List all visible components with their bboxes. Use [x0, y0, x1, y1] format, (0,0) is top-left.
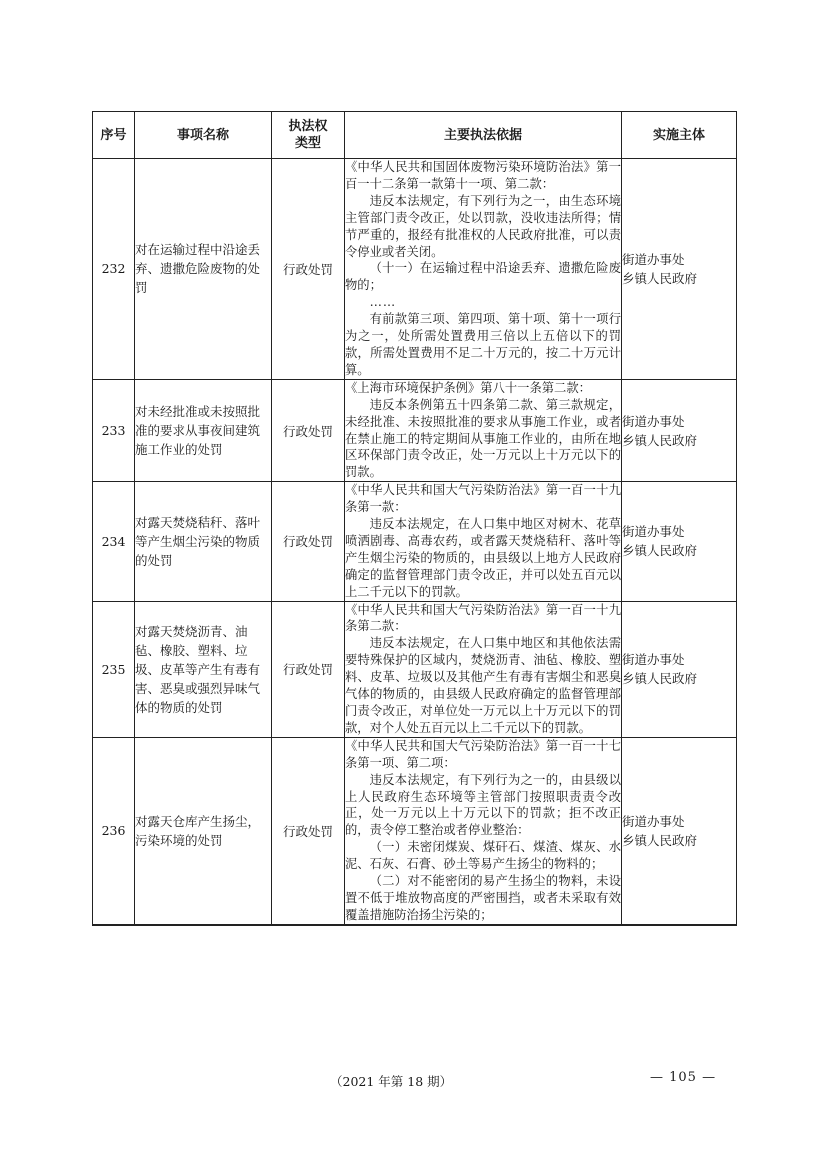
row-legal-basis [345, 737, 622, 924]
row-enforcement-type: 行政处罚 [272, 379, 345, 481]
basis-paragraph: （一）未密闭煤炭、煤矸石、煤渣、煤灰、水泥、石灰、石膏、砂土等易产生扬尘的物料的； [345, 840, 621, 872]
issue-label: （2021 年第 18 期） [330, 1074, 453, 1089]
header-basis: 主要执法依据 [345, 112, 622, 159]
basis-paragraph: （二）对不能密闭的易产生扬尘的物料，未设置不低于堆放物高度的严密围挡，或者未采取有效覆盖措施防治扬尘污染的； [345, 874, 621, 922]
basis-paragraph: 违反本法规定，有下列行为之一，由生态环境主管部门责令改正，处以罚款，没收违法所得；情节严重的，报经有批准权的人民政府批准，可以责令停业或者关闭。 [345, 193, 621, 259]
basis-paragraph: 《中华人民共和国固体废物污染环境防治法》第一百一十二条第一款第十一项、第二款： [345, 160, 621, 191]
table-row [93, 482, 737, 601]
row-implementing-body [622, 482, 737, 601]
header-entity: 实施主体 [622, 112, 737, 159]
table-row [93, 737, 737, 924]
row-implementing-body [622, 159, 737, 380]
implementing-body-line: 街道办事处 [622, 251, 685, 267]
row-implementing-body [622, 379, 737, 481]
row-seq: 236 [93, 737, 135, 924]
row-enforcement-type: 行政处罚 [272, 482, 345, 601]
table-body [93, 159, 737, 925]
implementing-body-line: 街道办事处 [622, 413, 685, 429]
enforcement-table [92, 111, 737, 926]
implementing-body-line: 乡镇人民政府 [622, 432, 698, 448]
row-legal-basis [345, 482, 622, 601]
row-seq: 232 [93, 159, 135, 380]
basis-paragraph: 违反本法规定，有下列行为之一的，由县级以上人民政府生态环境等主管部门按照职责责令改正，处一万元以上十万元以下的罚款；拒不改正的，责令停工整治或者停业整治： [345, 772, 621, 838]
table-row [93, 159, 737, 380]
row-item-name: 对未经批准或未按照批准的要求从事夜间建筑施工作业的处罚 [135, 379, 272, 481]
row-item-name: 对露天仓库产生扬尘，污染环境的处罚 [135, 737, 272, 924]
row-implementing-body [622, 737, 737, 924]
implementing-body-line: 乡镇人民政府 [622, 832, 698, 848]
row-enforcement-type: 行政处罚 [272, 737, 345, 924]
basis-paragraph: 违反本法规定，在人口集中地区对树木、花草喷洒剧毒、高毒农药，或者露天焚烧秸秆、落叶等产生烟尘污染的物质的，由县级以上地方人民政府确定的监督管理部门责令改正，并可以处五百元以上二千元以下的罚款。 [345, 517, 621, 599]
implementing-body-line: 乡镇人民政府 [622, 671, 698, 687]
row-item-name: 对露天焚烧秸秆、落叶等产生烟尘污染的物质的处罚 [135, 482, 272, 601]
row-legal-basis [345, 379, 622, 481]
basis-paragraph: 《中华人民共和国大气污染防治法》第一百一十九条第一款： [345, 483, 621, 515]
table-row [93, 379, 737, 481]
row-item-name: 对在运输过程中沿途丢弃、遗撒危险废物的处罚 [135, 159, 272, 380]
header-name: 事项名称 [135, 112, 272, 159]
row-enforcement-type: 行政处罚 [272, 159, 345, 380]
row-enforcement-type: 行政处罚 [272, 601, 345, 737]
table-row [93, 601, 737, 737]
implementing-body-line: 乡镇人民政府 [622, 270, 698, 286]
basis-paragraph: 违反本法规定，在人口集中地区和其他依法需要特殊保护的区域内，焚烧沥青、油毡、橡胶、塑料、皮革、垃圾以及其他产生有毒有害烟尘和恶臭气体的物质的，由县级人民政府确定的监督管理部门责令改正，对单位处一万元以上十万元以下的罚款，对个人处五百元以上二千元以下的罚款。 [345, 636, 621, 735]
basis-paragraph: …… [369, 295, 397, 310]
basis-paragraph: 违反本条例第五十四条第二款、第三款规定，未经批准、未按照批准的要求从事施工作业，或者在禁止施工的特定期间从事施工作业的，由所在地区环保部门责令改正，处一万元以上十万元以下的罚款。 [345, 397, 621, 480]
header-seq: 序号 [93, 112, 135, 159]
row-seq: 235 [93, 601, 135, 737]
basis-paragraph: 《中华人民共和国大气污染防治法》第一百一十七条第一项、第二项： [345, 738, 621, 770]
header-type: 执法权类型 [272, 112, 345, 159]
implementing-body-line: 街道办事处 [622, 652, 685, 668]
row-seq: 233 [93, 379, 135, 481]
row-seq: 234 [93, 482, 135, 601]
basis-paragraph: 《上海市环境保护条例》第八十一条第二款： [345, 380, 591, 395]
basis-paragraph: 《中华人民共和国大气污染防治法》第一百一十九条第二款： [345, 602, 621, 634]
implementing-body-line: 街道办事处 [622, 524, 685, 540]
basis-paragraph: 有前款第三项、第四项、第十项、第十一项行为之一，处所需处置费用三倍以上五倍以下的罚款，所需处置费用不足二十万元的，按二十万元计算。 [345, 312, 621, 377]
implementing-body-line: 乡镇人民政府 [622, 543, 698, 559]
row-legal-basis [345, 159, 622, 380]
implementing-body-line: 街道办事处 [622, 813, 685, 829]
basis-paragraph: （十一）在运输过程中沿途丢弃、遗撒危险废物的； [345, 261, 621, 293]
page-number: — 105 — [650, 1070, 717, 1085]
table-header-row [93, 112, 737, 159]
row-legal-basis [345, 601, 622, 737]
row-item-name: 对露天焚烧沥青、油毡、橡胶、塑料、垃圾、皮革等产生有毒有害、恶臭或强烈异味气体的物质的处罚 [135, 601, 272, 737]
row-implementing-body [622, 601, 737, 737]
